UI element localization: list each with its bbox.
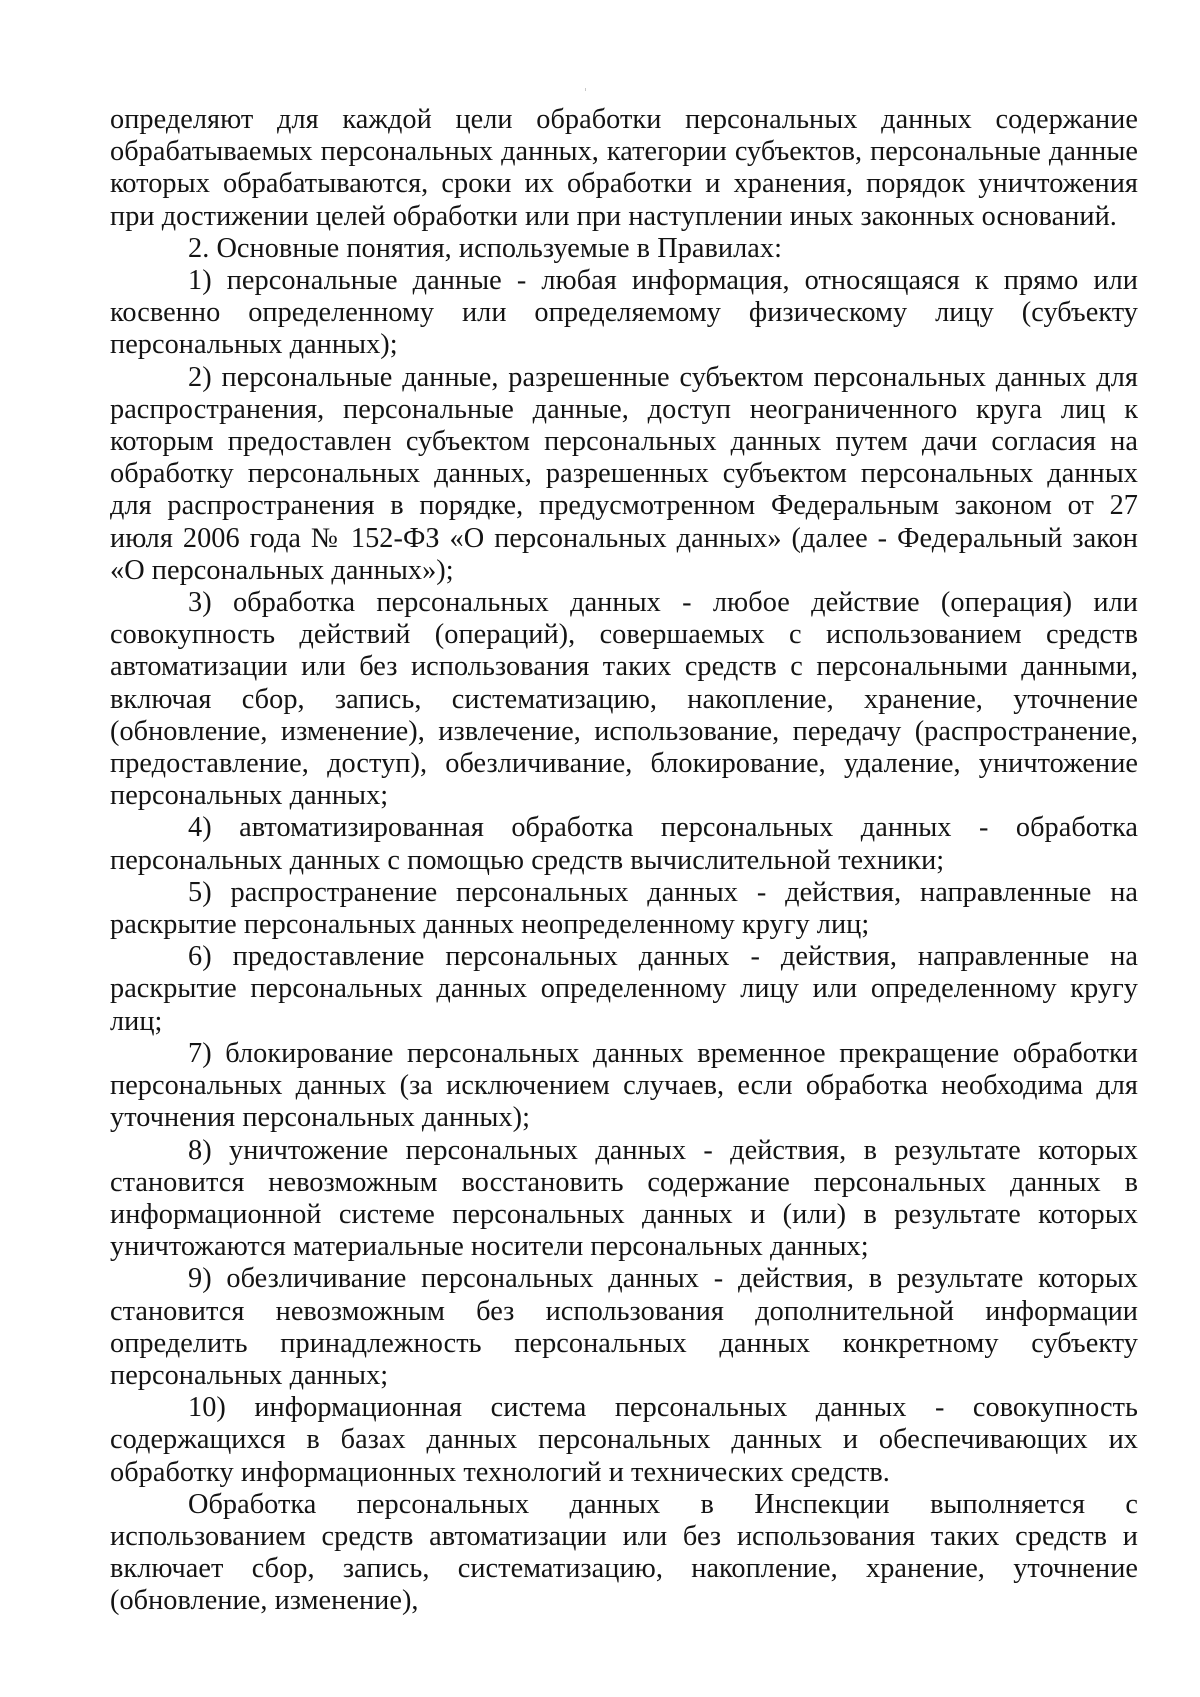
paragraph-item-6: 6) предоставление персональных данных - действия, направленные на раскрытие персональных данных определенному лицу или определенному кругу лиц;: [110, 941, 1138, 1037]
document-page: [110, 104, 1138, 1618]
scan-mark: [585, 88, 586, 91]
paragraph-item-8: 8) уничтожение персональных данных - действия, в результате которых становится невозможным восстановить содержание персональных данных в информационной системе персональных данных и (или) в результате которых уничтожаются материальные носители персональных данных;: [110, 1134, 1138, 1263]
paragraph-item-7: 7) блокирование персональных данных временное прекращение обработки персональных данных (за исключением случаев, если обработка необходима для уточнения персональных данных);: [110, 1037, 1138, 1134]
paragraph-continuation: определяют для каждой цели обработки персональных данных содержание обрабатываемых персональных данных, категории субъектов, персональные данные которых обрабатываются, сроки их обработки и хранения, порядок уничтожения при достижении целей обработки или при наступлении иных законных оснований.: [110, 104, 1138, 232]
paragraph-item-10: 10) информационная система персональных данных - совокупность содержащихся в базах данных персональных данных и обеспечивающих их обработку информационных технологий и технических средств.: [110, 1392, 1138, 1488]
paragraph-item-1: 1) персональные данные - любая информация, относящаяся к прямо или косвенно определенному или определяемому физическому лицу (субъекту персональных данных);: [110, 265, 1138, 361]
paragraph-item-3: 3) обработка персональных данных - любое действие (операция) или совокупность действий (операций), совершаемых с использованием средств автоматизации или без использования таких средств с персональными данными, включая сбор, запись, систематизацию, накопление, хранение, уточнение (обновление, изменение), извлечение, использование, передачу (распространение, предоставление, доступ), обезличивание, блокирование, удаление, уничтожение персональных данных;: [110, 587, 1138, 812]
paragraph-item-9: 9) обезличивание персональных данных - действия, в результате которых становится невозможным без использования дополнительной информации определить принадлежность персональных данных конкретному субъекту персональных данных;: [110, 1263, 1138, 1391]
paragraph-processing: Обработка персональных данных в Инспекции выполняется с использованием средств автоматизации или без использования таких средств и включает сбор, запись, систематизацию, накопление, хранение, уточнение (обновление, изменение),: [110, 1488, 1138, 1617]
paragraph-item-2: 2) персональные данные, разрешенные субъектом персональных данных для распространения, персональные данные, доступ неограниченного круга лиц к которым предоставлен субъектом персональных данных путем дачи согласия на обработку персональных данных, разрешенных субъектом персональных данных для распространения в порядке, предусмотренном Федеральным законом от 27 июля 2006 года № 152-ФЗ «О персональных данных» (далее - Федеральный закон «О персональных данных»);: [110, 361, 1138, 586]
paragraph-item-4: 4) автоматизированная обработка персональных данных - обработка персональных данных с помощью средств вычислительной техники;: [110, 812, 1138, 876]
paragraph-item-5: 5) распространение персональных данных - действия, направленные на раскрытие персональных данных неопределенному кругу лиц;: [110, 876, 1138, 941]
paragraph-section-2-heading: 2. Основные понятия, используемые в Правилах:: [188, 232, 782, 264]
